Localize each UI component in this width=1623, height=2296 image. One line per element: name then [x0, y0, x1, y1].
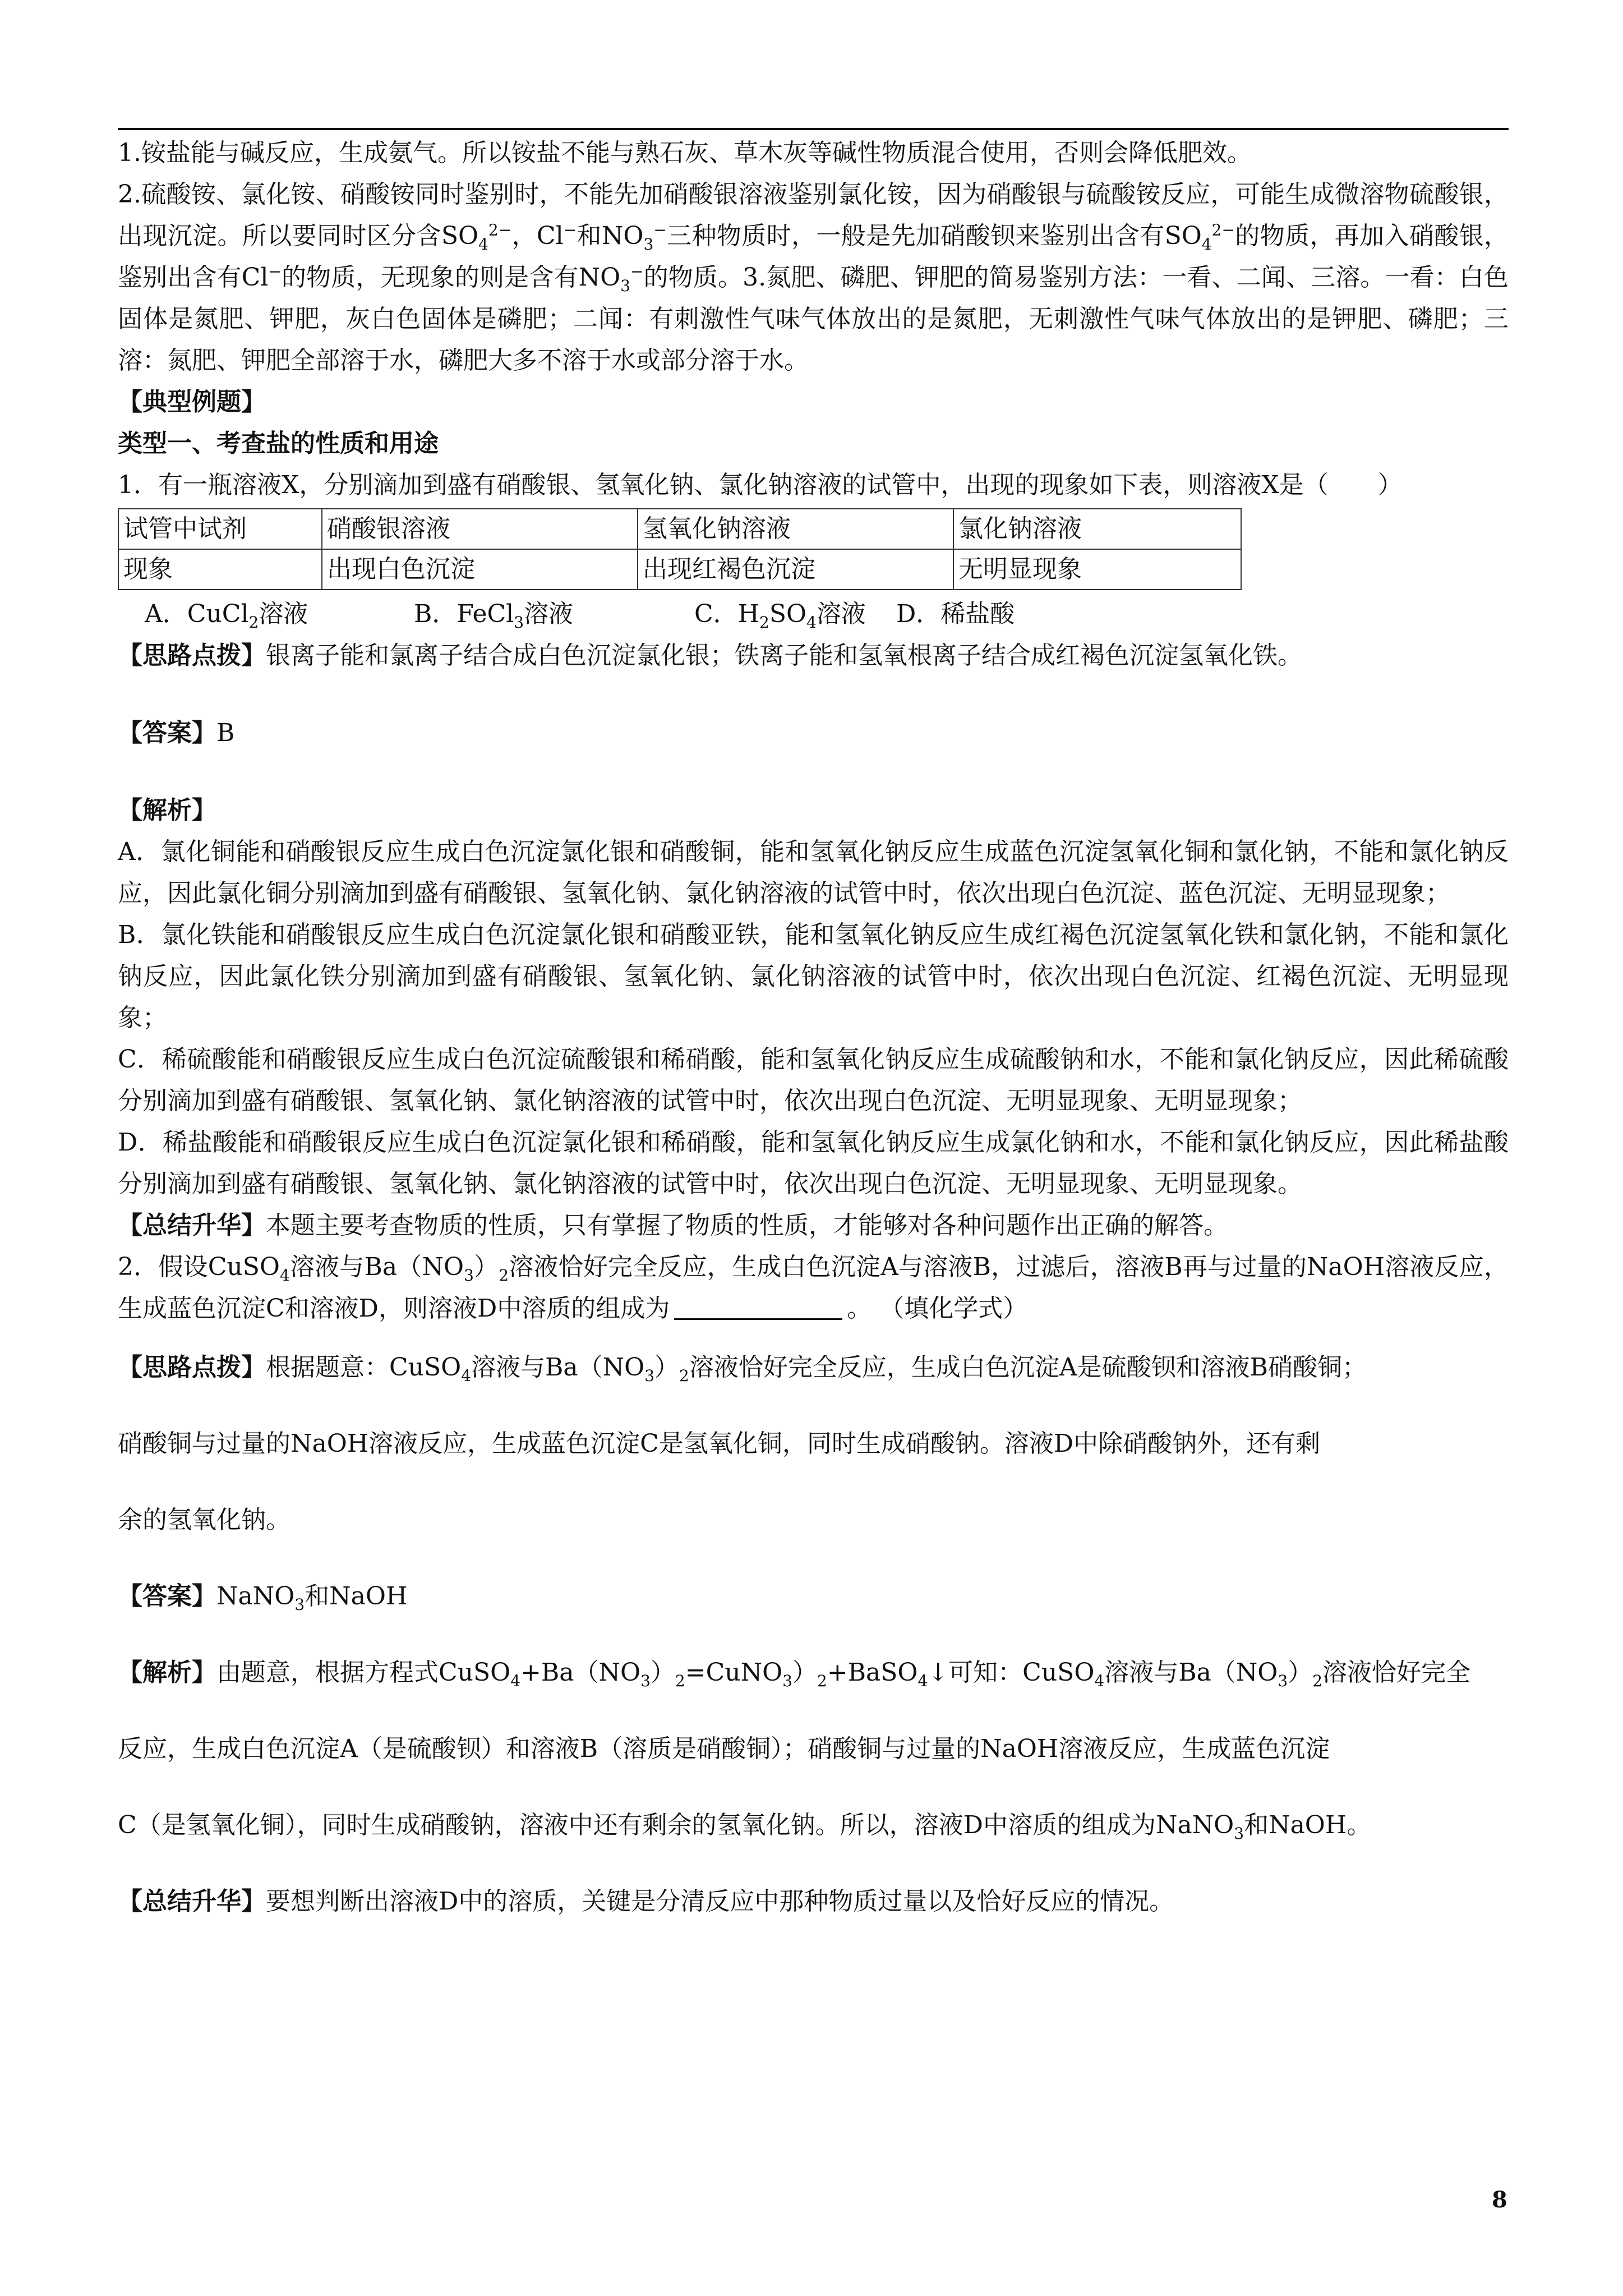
option-d: D．稀盐酸	[896, 600, 1015, 628]
q2-summary: 【总结升华】要想判断出溶液D中的溶质，关键是分清反应中那种物质过量以及恰好反应的情况。	[118, 1887, 1174, 1916]
q1-analysis-d: D．稀盐酸能和硝酸银反应生成白色沉淀氯化银和稀硝酸，能和氢氧化钠反应生成氯化钠和水，不能和氯化钠反应，因此稀盐酸分别滴加到盛有硝酸银、氢氧化钠、氯化钠溶液的试管中时，依次出现白色沉淀、无明显现象、无明显现象。	[118, 1128, 1509, 1198]
q1-analysis-b: B．氯化铁能和硝酸银反应生成白色沉淀氯化银和硝酸亚铁，能和氢氧化钠反应生成红褐色沉淀氢氧化铁和氯化钠，不能和氯化钠反应，因此氯化铁分别滴加到盛有硝酸银、氢氧化钠、氯化钠溶液的试管中时，依次出现白色沉淀、红褐色沉淀、无明显现象；	[118, 921, 1509, 1032]
q2-hint-line2: 硝酸铜与过量的NaOH溶液反应，生成蓝色沉淀C是氢氧化铜，同时生成硝酸钠。溶液D中除硝酸钠外，还有剩	[118, 1429, 1321, 1458]
q1-summary: 【总结升华】本题主要考查物质的性质，只有掌握了物质的性质，才能够对各种问题作出正确的解答。	[118, 1211, 1228, 1240]
option-a: A．CuCl$_2$溶液	[145, 600, 308, 632]
answer-blank[interactable]	[674, 1294, 842, 1320]
note-1: 1.铵盐能与碱反应，生成氨气。所以铵盐不能与熟石灰、草木灰等碱性物质混合使用，否则会降低肥效。	[118, 139, 1252, 167]
option-c: C．$H_2SO_4$溶液	[694, 600, 866, 632]
q1-analysis-a: A．氯化铜能和硝酸银反应生成白色沉淀氯化银和硝酸铜，能和氢氧化钠反应生成蓝色沉淀氢氧化铜和氯化钠，不能和氯化钠反应，因此氯化铜分别滴加到盛有硝酸银、氢氧化钠、氯化钠溶液的试管中时，依次出现白色沉淀、蓝色沉淀、无明显现象；	[118, 838, 1509, 908]
section-typical-heading: 【典型例题】	[118, 388, 266, 416]
q1-answer: 【答案】B	[118, 719, 235, 747]
q1-options	[118, 593, 1509, 635]
table-cell: 氯化钠溶液	[953, 509, 1241, 549]
table-cell: 试管中试剂	[118, 509, 322, 549]
q2-answer: 【答案】NaNO$_3$和NaOH	[118, 1582, 408, 1614]
q1-analysis-label: 【解析】	[118, 796, 216, 825]
table-cell: 氢氧化钠溶液	[638, 509, 953, 549]
q1-analysis-c: C．稀硫酸能和硝酸银反应生成白色沉淀硫酸银和稀硝酸，能和氢氧化钠反应生成硫酸钠和水，不能和氯化钠反应，因此稀硫酸分别滴加到盛有硝酸银、氢氧化钠、氯化钠溶液的试管中时，依次出现白色沉淀、无明显现象、无明显现象；	[118, 1045, 1509, 1115]
q2-hint-line3: 余的氢氧化钠。	[118, 1506, 291, 1534]
table-cell: 出现白色沉淀	[322, 549, 638, 590]
table-cell: 现象	[118, 549, 322, 590]
note-2: 2.硫酸铵、氯化铵、硝酸铵同时鉴别时，不能先加硝酸银溶液鉴别氯化铵，因为硝酸银与硫酸铵反应，可能生成微溶物硫酸银，出现沉淀。所以要同时区分含$SO_4^{2-}$，Cl−和$NO_3^-$三种物质时，一般是先加硝酸钡来鉴别出含有$SO_4^{2-}$的物质，再加入硝酸银，鉴别出含有Cl−的物质，无现象的则是含有$NO_3^-$的物质。3.氮肥、磷肥、钾肥的简易鉴别方法：一看、二闻、三溶。一看：白色固体是氮肥、钾肥，灰白色固体是磷肥；二闻：有刺激性气味气体放出的是氮肥，无刺激性气味气体放出的是钾肥、磷肥；三溶：氮肥、钾肥全部溶于水，磷肥大多不溶于水或部分溶于水。	[118, 180, 1509, 375]
q1-hint: 【思路点拨】银离子能和氯离子结合成白色沉淀氯化银；铁离子能和氢氧根离子结合成红褐色沉淀氢氧化铁。	[118, 641, 1302, 670]
q1-table	[118, 508, 1242, 590]
q2-analysis: 【解析】由题意，根据方程式$CuSO_4+Ba(NO_3)_2=CuNO_3)_2+BaSO_4↓$可知：CuSO$_4$溶液与$Ba(NO_3)_2$溶液恰好完全	[118, 1658, 1471, 1690]
q2-analysis-line2: 反应，生成白色沉淀A（是硫酸钡）和溶液B（溶质是硝酸铜）；硝酸铜与过量的NaOH溶液反应，生成蓝色沉淀	[118, 1734, 1330, 1763]
q2-stem: 2．假设CuSO$_4$溶液与$Ba(NO_3)_2$溶液恰好完全反应，生成白色沉淀A与溶液B，过滤后，溶液B再与过量的NaOH溶液反应，生成蓝色沉淀C和溶液D，则溶液D中溶质的组成为 。 （填化学式）	[118, 1253, 1509, 1323]
page-content	[118, 128, 1509, 1940]
q2-analysis-line3: C（是氢氧化铜），同时生成硝酸钠，溶液中还有剩余的氢氧化钠。所以，溶液D中溶质的组成为NaNO$_3$和NaOH。	[118, 1811, 1372, 1843]
table-cell: 硝酸银溶液	[322, 509, 638, 549]
option-b: B．FeCl$_3$溶液	[414, 600, 574, 632]
page-number: 8	[1492, 2187, 1507, 2213]
table-row	[118, 509, 1241, 549]
table-cell: 出现红褐色沉淀	[638, 549, 953, 590]
section-type1-heading: 类型一、考查盐的性质和用途	[118, 429, 439, 458]
q1-stem: 1．有一瓶溶液X，分别滴加到盛有硝酸银、氢氧化钠、氯化钠溶液的试管中，出现的现象如下表，则溶液X是（ ）	[118, 471, 1403, 499]
table-row	[118, 549, 1241, 590]
q2-hint: 【思路点拨】根据题意：CuSO$_4$溶液与$Ba(NO_3)_2$溶液恰好完全反应，生成白色沉淀A是硫酸钡和溶液B硝酸铜；	[118, 1353, 1367, 1385]
table-cell: 无明显现象	[953, 549, 1241, 590]
